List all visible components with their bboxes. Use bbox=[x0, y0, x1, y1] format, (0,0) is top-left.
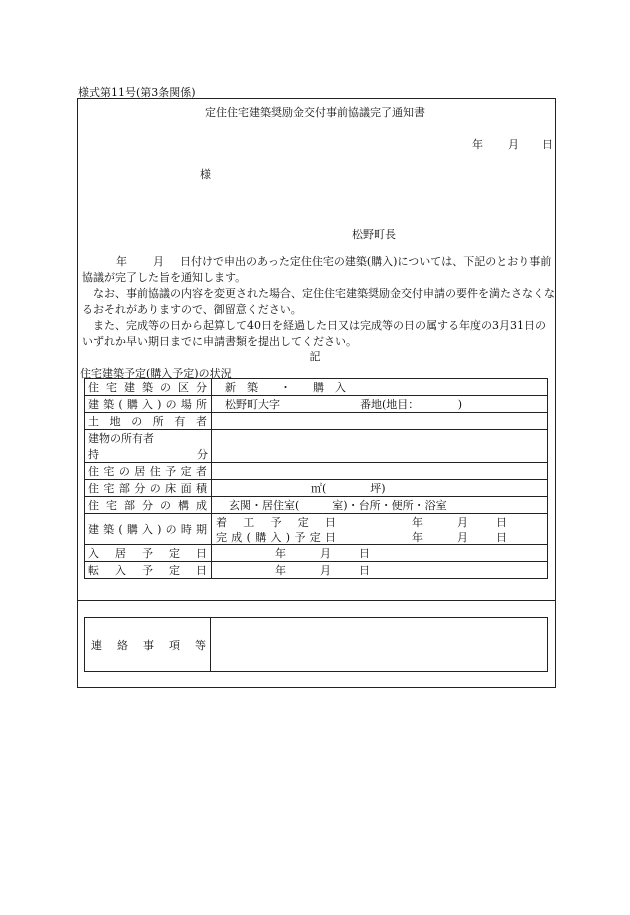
date-month: 月 bbox=[508, 138, 519, 151]
body-month: 月 bbox=[153, 255, 164, 268]
row-value: ㎡( 坪) bbox=[212, 480, 548, 497]
table-row bbox=[85, 463, 548, 480]
row-label: 土地の所有者 bbox=[85, 413, 212, 430]
body-paragraph-3: また、完成等の日から起算して40日を経過した日又は完成等の日の属する年度の3月31日のいずれか早い期日までに申請書類を提出してください。 bbox=[82, 319, 546, 348]
contact-box bbox=[84, 617, 548, 672]
row-value[interactable] bbox=[212, 463, 548, 480]
row-label: 住宅部分の構成 bbox=[85, 497, 212, 514]
table-row bbox=[85, 545, 548, 562]
table-row bbox=[85, 413, 548, 430]
table-row bbox=[85, 396, 548, 413]
row-label: 建物の所有者 持 分 bbox=[85, 430, 212, 463]
ki-marker: 記 bbox=[309, 350, 321, 363]
row-value: 年 月 日 bbox=[212, 545, 548, 562]
section-label: 住宅建築予定(購入予定)の状況 bbox=[80, 367, 232, 380]
body-year: 年 bbox=[116, 255, 127, 268]
row-value: 新 築 ・ 購 入 bbox=[212, 379, 548, 396]
contact-label: 連 絡 事 項 等 bbox=[85, 618, 211, 671]
document-title: 定住住宅建築奨励金交付事前協議完了通知書 bbox=[205, 106, 425, 119]
status-table bbox=[84, 378, 548, 579]
row-label: 入居予定日 bbox=[85, 545, 212, 562]
contact-field[interactable] bbox=[211, 618, 547, 671]
issuer-name: 松野町長 bbox=[352, 228, 396, 241]
row-value: 年 月 日 bbox=[212, 562, 548, 579]
row-value[interactable] bbox=[212, 413, 548, 430]
body-text-1: 日付けで申出のあった定住住宅の建築(購入)については、下記のとおり事前協議が完了した旨を通知します。 bbox=[82, 255, 552, 284]
form-number-label: 様式第11号(第3条関係) bbox=[78, 86, 196, 99]
table-row bbox=[85, 379, 548, 396]
row-label: 住宅部分の床面積 bbox=[85, 480, 212, 497]
row-value: 松野町大字 番地(地目： ) bbox=[212, 396, 548, 413]
row-value: 玄関・居住室( 室)・台所・便所・浴室 bbox=[212, 497, 548, 514]
body-paragraph-2: なお、事前協議の内容を変更された場合、定住住宅建築奨励金交付申請の要件を満たさなくなるおそれがありますので、御留意ください。 bbox=[82, 287, 555, 316]
table-row bbox=[85, 562, 548, 579]
section-divider bbox=[77, 600, 556, 601]
row-value[interactable] bbox=[212, 430, 548, 463]
table-row bbox=[85, 514, 548, 545]
table-row bbox=[85, 430, 548, 463]
recipient-honorific: 様 bbox=[200, 168, 211, 181]
date-day: 日 bbox=[542, 138, 553, 151]
row-label: 建築(購入)の場所 bbox=[85, 396, 212, 413]
row-value: 着工予定日 年 月 日 完成(購入)予定日 年 月 日 bbox=[212, 514, 548, 545]
table-row bbox=[85, 480, 548, 497]
row-label: 建築(購入)の時期 bbox=[85, 514, 212, 545]
table-row bbox=[85, 497, 548, 514]
row-label: 住宅の居住予定者 bbox=[85, 463, 212, 480]
row-label: 住宅建築の区分 bbox=[85, 379, 212, 396]
date-year: 年 bbox=[472, 138, 483, 151]
row-label: 転入予定日 bbox=[85, 562, 212, 579]
body-paragraph-1 bbox=[82, 254, 556, 286]
